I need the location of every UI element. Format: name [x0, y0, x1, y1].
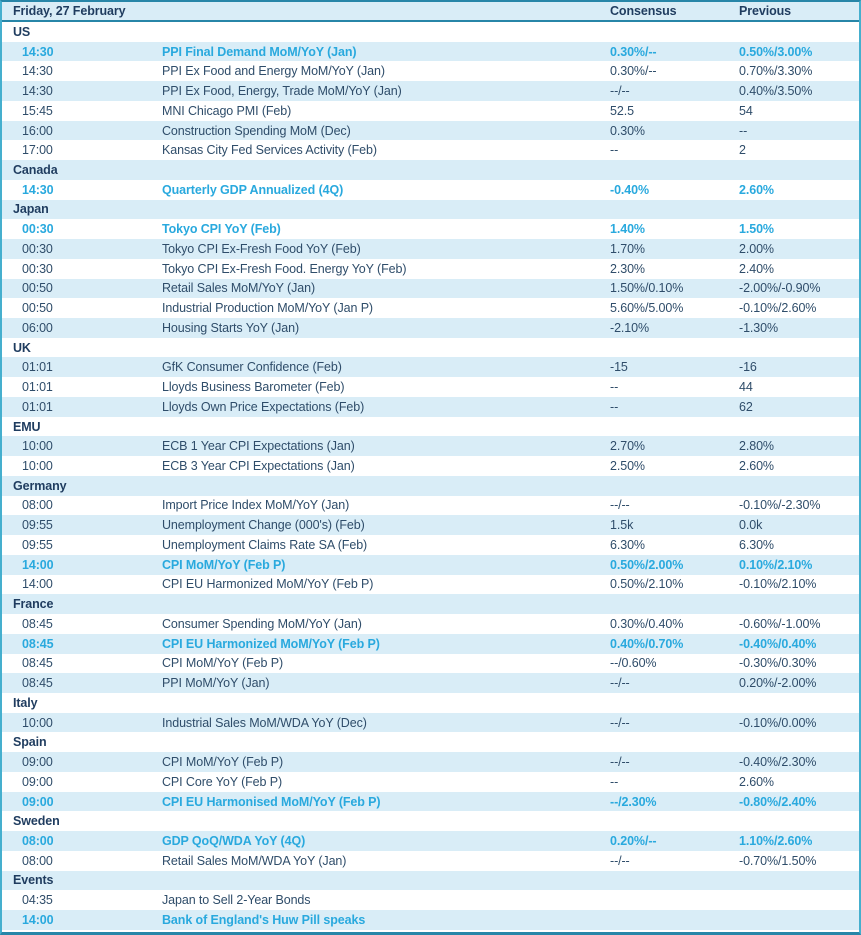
event-time: 06:00	[22, 320, 53, 335]
section-header-row	[2, 338, 859, 358]
event-previous: -2.00%/-0.90%	[739, 281, 821, 296]
event-name: ECB 3 Year CPI Expectations (Jan)	[162, 459, 355, 474]
calendar-date-title: Friday, 27 February	[13, 4, 126, 18]
event-name: CPI MoM/YoY (Feb P)	[162, 755, 284, 770]
event-time: 00:50	[22, 281, 53, 296]
section-header-row	[2, 476, 859, 496]
event-previous: 44	[739, 380, 753, 395]
event-name: PPI Final Demand MoM/YoY (Jan)	[162, 44, 357, 59]
event-time: 09:00	[22, 755, 53, 770]
section-name: UK	[13, 340, 31, 355]
event-time: 10:00	[22, 459, 53, 474]
event-row	[2, 397, 859, 417]
event-time: 08:45	[22, 636, 54, 651]
event-name: CPI EU Harmonized MoM/YoY (Feb P)	[162, 636, 380, 651]
event-time: 14:30	[22, 64, 53, 79]
event-time: 04:35	[22, 893, 53, 908]
event-previous: 1.50%	[739, 222, 774, 237]
event-previous: 54	[739, 103, 753, 118]
event-time: 17:00	[22, 143, 53, 158]
event-time: 15:45	[22, 103, 53, 118]
event-name: CPI Core YoY (Feb P)	[162, 774, 283, 789]
event-consensus: 2.50%	[610, 459, 645, 474]
event-name: CPI EU Harmonized MoM/YoY (Feb P)	[162, 577, 374, 592]
event-row	[2, 851, 859, 871]
section-name: Events	[13, 873, 54, 888]
section-header-row	[2, 693, 859, 713]
consensus-column-header: Consensus	[610, 4, 677, 18]
event-previous: -0.30%/0.30%	[739, 656, 817, 671]
event-time: 01:01	[22, 360, 53, 375]
event-previous: 2.80%	[739, 439, 774, 454]
event-name: Housing Starts YoY (Jan)	[162, 320, 300, 335]
event-row	[2, 101, 859, 121]
event-previous: -0.70%/1.50%	[739, 853, 817, 868]
event-row	[2, 634, 859, 654]
event-previous: -16	[739, 360, 757, 375]
event-previous: -0.40%/2.30%	[739, 755, 817, 770]
event-row	[2, 377, 859, 397]
section-header-row	[2, 811, 859, 831]
event-name: CPI MoM/YoY (Feb P)	[162, 656, 284, 671]
event-row	[2, 910, 859, 930]
event-time: 00:30	[22, 222, 54, 237]
event-row	[2, 713, 859, 733]
event-name: PPI MoM/YoY (Jan)	[162, 676, 270, 691]
event-name: PPI Ex Food, Energy, Trade MoM/YoY (Jan)	[162, 84, 402, 99]
event-row	[2, 831, 859, 851]
event-row	[2, 772, 859, 792]
event-consensus: --/--	[610, 84, 630, 99]
event-consensus: 1.50%/0.10%	[610, 281, 684, 296]
event-name: Consumer Spending MoM/YoY (Jan)	[162, 616, 362, 631]
section-header-row	[2, 160, 859, 180]
event-consensus: 2.30%	[610, 261, 645, 276]
event-time: 08:00	[22, 833, 54, 848]
event-previous: -0.40%/0.40%	[739, 636, 817, 651]
event-previous: -0.10%/2.60%	[739, 301, 817, 316]
event-name: Tokyo CPI YoY (Feb)	[162, 222, 281, 237]
event-previous: 6.30%	[739, 537, 774, 552]
event-row	[2, 279, 859, 299]
event-previous: 0.0k	[739, 518, 763, 533]
event-name: Industrial Sales MoM/WDA YoY (Dec)	[162, 715, 367, 730]
event-name: Tokyo CPI Ex-Fresh Food. Energy YoY (Feb)	[162, 261, 407, 276]
event-previous: --	[739, 123, 748, 138]
event-name: MNI Chicago PMI (Feb)	[162, 103, 292, 118]
event-consensus: 0.40%/0.70%	[610, 636, 684, 651]
event-name: GfK Consumer Confidence (Feb)	[162, 360, 342, 375]
event-consensus: 0.30%	[610, 123, 645, 138]
event-row	[2, 180, 859, 200]
event-previous: 2.60%	[739, 182, 774, 197]
event-consensus: --/--	[610, 715, 630, 730]
event-time: 10:00	[22, 439, 53, 454]
event-consensus: --/--	[610, 853, 630, 868]
event-consensus: -0.40%	[610, 182, 650, 197]
section-header-row	[2, 594, 859, 614]
section-header-row	[2, 871, 859, 891]
section-name: Italy	[13, 695, 38, 710]
section-header-row	[2, 732, 859, 752]
event-name: Retail Sales MoM/WDA YoY (Jan)	[162, 853, 347, 868]
event-consensus: 0.30%/0.40%	[610, 616, 684, 631]
event-name: Retail Sales MoM/YoY (Jan)	[162, 281, 316, 296]
event-row	[2, 298, 859, 318]
event-row	[2, 259, 859, 279]
event-row	[2, 219, 859, 239]
event-row	[2, 890, 859, 910]
event-row	[2, 792, 859, 812]
event-previous: 2.00%	[739, 241, 774, 256]
event-row	[2, 752, 859, 772]
event-consensus: 0.30%/--	[610, 64, 657, 79]
event-name: Lloyds Own Price Expectations (Feb)	[162, 399, 365, 414]
event-time: 14:30	[22, 182, 54, 197]
event-row	[2, 614, 859, 634]
event-time: 09:55	[22, 518, 53, 533]
section-header-row	[2, 22, 859, 42]
event-time: 16:00	[22, 123, 53, 138]
event-time: 08:45	[22, 656, 53, 671]
event-previous: 0.40%/3.50%	[739, 84, 813, 99]
section-name: France	[13, 597, 54, 612]
event-consensus: 1.5k	[610, 518, 634, 533]
event-time: 01:01	[22, 380, 53, 395]
event-time: 08:45	[22, 616, 53, 631]
event-previous: -0.80%/2.40%	[739, 794, 817, 809]
event-time: 14:00	[22, 557, 54, 572]
event-name: CPI MoM/YoY (Feb P)	[162, 557, 286, 572]
event-consensus: 0.50%/2.00%	[610, 557, 684, 572]
event-row	[2, 535, 859, 555]
event-consensus: --/--	[610, 498, 630, 513]
calendar-rows	[2, 22, 859, 930]
event-row	[2, 357, 859, 377]
event-row	[2, 575, 859, 595]
event-consensus: --	[610, 380, 619, 395]
section-name: Canada	[13, 163, 58, 177]
event-name: Import Price Index MoM/YoY (Jan)	[162, 498, 350, 513]
calendar-header-row	[2, 2, 859, 22]
event-time: 14:00	[22, 912, 54, 927]
event-previous: -1.30%	[739, 320, 779, 335]
event-name: Bank of England's Huw Pill speaks	[162, 912, 366, 927]
event-row	[2, 81, 859, 101]
event-consensus: 5.60%/5.00%	[610, 301, 684, 316]
event-consensus: --/0.60%	[610, 656, 657, 671]
section-name: Japan	[13, 202, 49, 217]
event-name: Quarterly GDP Annualized (4Q)	[162, 182, 344, 197]
event-time: 08:00	[22, 853, 53, 868]
event-name: Lloyds Business Barometer (Feb)	[162, 380, 345, 395]
section-name: Spain	[13, 735, 47, 750]
event-row	[2, 436, 859, 456]
event-name: Construction Spending MoM (Dec)	[162, 123, 351, 138]
event-name: ECB 1 Year CPI Expectations (Jan)	[162, 439, 355, 454]
event-row	[2, 140, 859, 160]
event-previous: -0.10%/2.10%	[739, 577, 817, 592]
event-time: 01:01	[22, 399, 53, 414]
event-time: 00:30	[22, 261, 53, 276]
event-consensus: -2.10%	[610, 320, 650, 335]
event-time: 08:00	[22, 498, 53, 513]
event-consensus: --/--	[610, 676, 630, 691]
section-name: US	[13, 24, 31, 39]
event-time: 14:30	[22, 84, 53, 99]
event-name: PPI Ex Food and Energy MoM/YoY (Jan)	[162, 64, 385, 79]
event-consensus: --	[610, 399, 619, 414]
previous-column-header: Previous	[739, 4, 792, 18]
event-row	[2, 121, 859, 141]
event-consensus: -15	[610, 360, 628, 375]
event-name: Japan to Sell 2-Year Bonds	[162, 893, 311, 908]
event-previous: -0.60%/-1.00%	[739, 616, 821, 631]
event-consensus: 0.50%/2.10%	[610, 577, 684, 592]
event-time: 00:30	[22, 241, 53, 256]
event-row	[2, 318, 859, 338]
event-previous: 2.60%	[739, 459, 774, 474]
event-consensus: --	[610, 143, 619, 158]
event-consensus: 52.5	[610, 103, 634, 118]
event-consensus: --	[610, 774, 619, 789]
event-previous: -0.10%/0.00%	[739, 715, 817, 730]
event-consensus: --/2.30%	[610, 794, 657, 809]
event-consensus: 1.70%	[610, 241, 645, 256]
event-previous: 2.60%	[739, 774, 774, 789]
event-row	[2, 61, 859, 81]
event-consensus: 0.30%/--	[610, 44, 657, 59]
event-time: 14:00	[22, 577, 53, 592]
event-previous: 0.20%/-2.00%	[739, 676, 817, 691]
event-name: CPI EU Harmonised MoM/YoY (Feb P)	[162, 794, 381, 809]
event-time: 08:45	[22, 676, 53, 691]
event-time: 09:55	[22, 537, 53, 552]
section-name: Germany	[13, 478, 67, 493]
event-name: Kansas City Fed Services Activity (Feb)	[162, 143, 377, 158]
event-row	[2, 654, 859, 674]
event-consensus: 2.70%	[610, 439, 645, 454]
event-previous: 0.50%/3.00%	[739, 44, 813, 59]
section-header-row	[2, 200, 859, 220]
event-row	[2, 496, 859, 516]
event-name: Unemployment Change (000's) (Feb)	[162, 518, 365, 533]
event-previous: -0.10%/-2.30%	[739, 498, 821, 513]
section-header-row	[2, 417, 859, 437]
event-time: 14:30	[22, 44, 54, 59]
event-previous: 0.70%/3.30%	[739, 64, 813, 79]
event-previous: 0.10%/2.10%	[739, 557, 813, 572]
event-previous: 1.10%/2.60%	[739, 833, 813, 848]
event-time: 09:00	[22, 794, 54, 809]
event-name: Industrial Production MoM/YoY (Jan P)	[162, 301, 373, 316]
event-time: 09:00	[22, 774, 53, 789]
event-consensus: --/--	[610, 755, 630, 770]
event-previous: 2	[739, 143, 746, 158]
event-row	[2, 42, 859, 62]
event-consensus: 6.30%	[610, 537, 645, 552]
event-row	[2, 515, 859, 535]
event-row	[2, 673, 859, 693]
event-previous: 2.40%	[739, 261, 774, 276]
event-name: GDP QoQ/WDA YoY (4Q)	[162, 833, 306, 848]
event-consensus: 0.20%/--	[610, 833, 657, 848]
event-previous: 62	[739, 399, 753, 414]
event-row	[2, 555, 859, 575]
event-row	[2, 456, 859, 476]
event-time: 10:00	[22, 715, 53, 730]
event-row	[2, 239, 859, 259]
event-consensus: 1.40%	[610, 222, 645, 237]
event-name: Unemployment Claims Rate SA (Feb)	[162, 537, 368, 552]
event-name: Tokyo CPI Ex-Fresh Food YoY (Feb)	[162, 241, 361, 256]
section-name: Sweden	[13, 814, 60, 829]
section-name: EMU	[13, 419, 41, 434]
event-time: 00:50	[22, 301, 53, 316]
